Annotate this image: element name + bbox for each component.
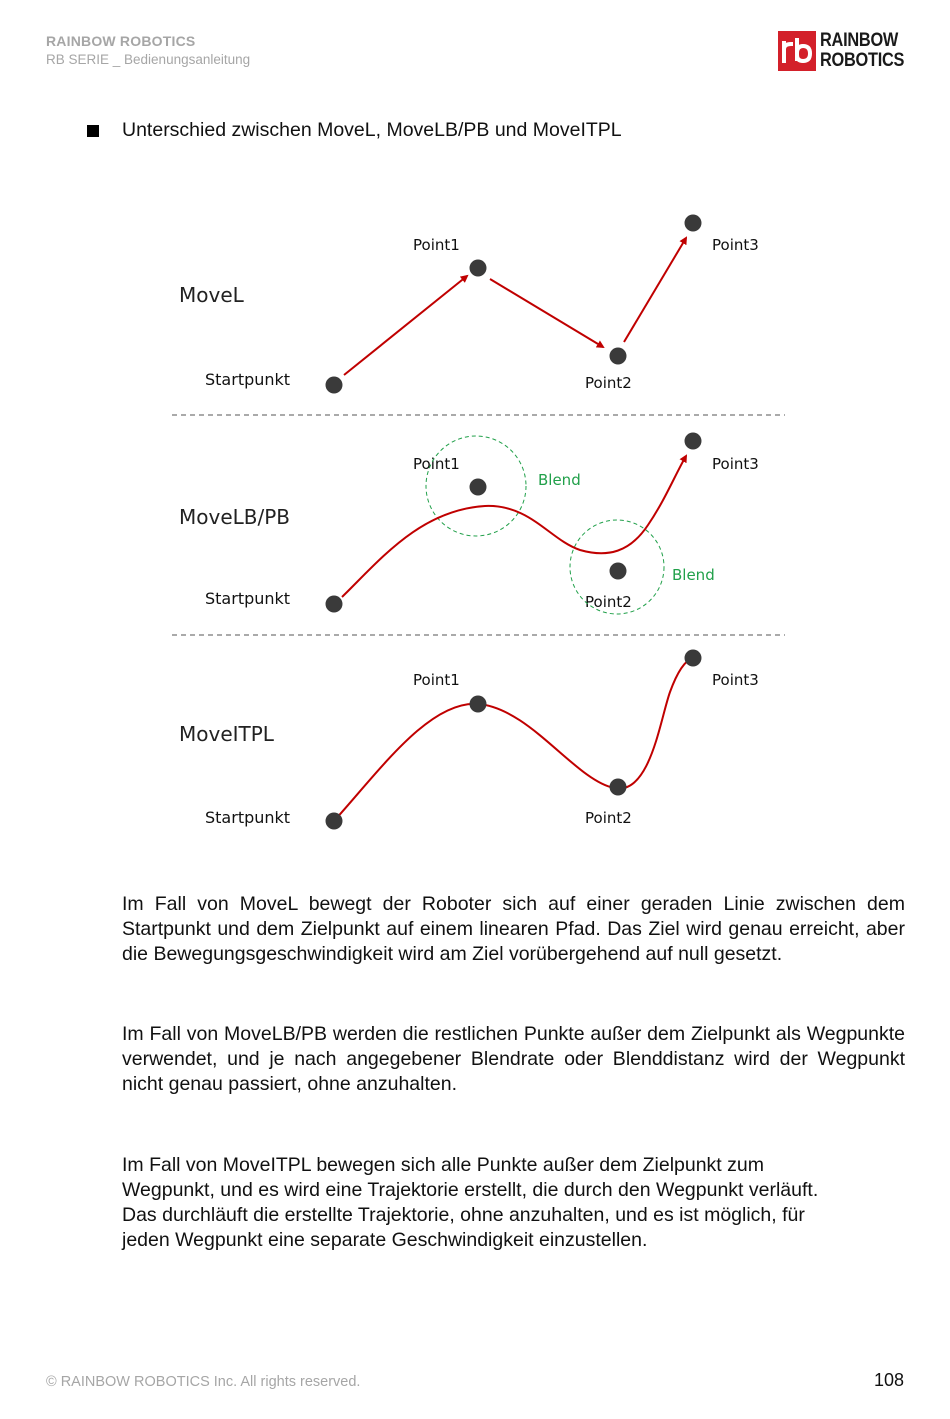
movel-segment-2 [490, 279, 603, 347]
moveitpl-point3 [685, 650, 702, 667]
footer-copyright: © RAINBOW ROBOTICS Inc. All rights reserved. [46, 1374, 361, 1390]
logo-line-2: ROBOTICS [820, 50, 905, 71]
movelb-point2 [610, 563, 627, 580]
movelb-panel [179, 433, 759, 615]
movel-segment-1 [344, 276, 467, 375]
movelb-point1-label: Point1 [413, 455, 460, 473]
movel-point1-label: Point1 [413, 236, 460, 254]
movel-point3 [685, 215, 702, 232]
header-document-title: RB SERIE _ Bedienungsanleitung [46, 52, 251, 67]
moveitpl-trajectory [334, 658, 693, 821]
paragraph-movel: Im Fall von MoveL bewegt der Roboter sich auf einer geraden Linie zwischen dem Startpunkt und dem Zielpunkt auf einem linearen Pfad. Das Ziel wird genau erreicht, aber die Bewegungsgeschwindigkeit wird am Ziel vorübergehend auf null gesetzt. [122, 893, 905, 965]
moveitpl-point2-label: Point2 [585, 809, 632, 827]
moveitpl-panel [179, 650, 759, 830]
movel-point3-label: Point3 [712, 236, 759, 254]
movel-start-point [326, 377, 343, 394]
movel-point1 [470, 260, 487, 277]
movel-point2-label: Point2 [585, 374, 632, 392]
section-title: Unterschied zwischen MoveL, MoveLB/PB und MoveITPL [122, 119, 622, 141]
movelb-point3 [685, 433, 702, 450]
paragraph-moveitpl [122, 1153, 905, 1253]
movelb-point2-label: Point2 [585, 593, 632, 611]
logo-line-1: RAINBOW [820, 30, 899, 51]
movelb-point1 [470, 479, 487, 496]
paragraph-moveitpl-line: Das durchläuft die erstellte Trajektorie, ohne anzuhalten, und es ist möglich, für [122, 1204, 805, 1226]
moveitpl-point1 [470, 696, 487, 713]
movelb-blend2-label: Blend [672, 566, 715, 584]
movel-segment-3 [624, 238, 686, 342]
moveitpl-point1-label: Point1 [413, 671, 460, 689]
paragraph-moveitpl-line: Wegpunkt, und es wird eine Trajektorie erstellt, die durch den Wegpunkt verläuft. [122, 1179, 819, 1201]
movelb-point3-label: Point3 [712, 455, 759, 473]
movelb-blend1-label: Blend [538, 471, 581, 489]
moveitpl-point2 [610, 779, 627, 796]
movelb-start-point [326, 596, 343, 613]
moveitpl-title: MoveITPL [179, 722, 274, 746]
moveitpl-point3-label: Point3 [712, 671, 759, 689]
page-number: 108 [873, 1370, 904, 1390]
paragraph-moveitpl-line: Im Fall von MoveITPL bewegen sich alle Punkte außer dem Zielpunkt zum [122, 1154, 764, 1176]
movelb-title: MoveLB/PB [179, 505, 291, 529]
movel-point2 [610, 348, 627, 365]
header-company: RAINBOW ROBOTICS [46, 33, 196, 49]
paragraph-movelb: Im Fall von MoveLB/PB werden die restlichen Punkte außer dem Zielpunkt als Wegpunkte verwendet, und je nach angegebener Blendrate oder Blenddistanz wird der Wegpunkt nicht genau passiert, ohne anzuhalten. [122, 1023, 905, 1095]
paragraph-moveitpl-line: jeden Wegpunkt eine separate Geschwindigkeit einzustellen. [122, 1229, 648, 1251]
moveitpl-start-point [326, 813, 343, 830]
movel-title: MoveL [179, 283, 244, 307]
movel-panel [179, 215, 759, 394]
movel-start-label: Startpunkt [205, 370, 291, 389]
movelb-blended-path [342, 456, 686, 597]
movelb-start-label: Startpunkt [205, 589, 291, 608]
moveitpl-start-label: Startpunkt [205, 808, 291, 827]
